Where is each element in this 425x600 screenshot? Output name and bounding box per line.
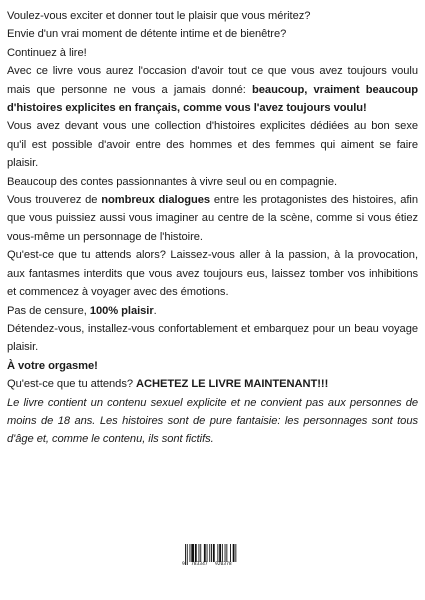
emphasis-pleasure: 100% plaisir: [89, 304, 154, 317]
age-disclaimer: Le livre contient un contenu sexuel explicite et ne convient pas aux personnes de moins de 18 ans. Les histoires sont de pure fantaisie: les personnages sont tous d'âge et, comme le contenu, ils sont fictifs.: [7, 396, 418, 446]
paragraph-no-censorship: Pas de censure, 100% plaisir.: [7, 304, 157, 317]
paragraph-collection: Vous avez devant vous une collection d'histoires explicites dédiées au bon sexe qu'il est possible d'avoir entre des hommes et des femmes qui aiment se faire plaisir.: [7, 120, 418, 170]
paragraph-dialogues: Vous trouverez de nombreux dialogues entre les protagonistes des histoires, afin que vous puissiez aussi vous imaginer au centre de la scène, comme si vous étiez vous-même un personnage de l'histoire.: [7, 194, 418, 243]
barcode-lead-digit: 9: [182, 562, 185, 567]
emphasis-dialogues: nombreux dialogues: [101, 194, 211, 207]
barcode-right-digits: 920378: [215, 562, 232, 567]
emphasis-many-stories: beaucoup, vraiment beaucoup d'histoires explicites en français, comme vous l'avez toujours voulu!: [7, 83, 418, 115]
paragraph-promise: Avec ce livre vous aurez l'occasion d'avoir tout ce que vous avez toujours voulu mais que personne ne vous a jamais donné: beaucoup, vraiment beaucoup d'histoires explicites en français, comme vous l'avez toujours voulu!: [7, 65, 418, 115]
paragraph-relax: Détendez-vous, installez-vous confortablement et embarquez pour un beau voyage plaisir.: [7, 322, 418, 354]
buy-now-text: ACHETEZ LE LIVRE MAINTENANT!!!: [136, 378, 329, 391]
tagline: À votre orgasme!: [7, 359, 98, 372]
intro-question-1: Voulez-vous exciter et donner tout le plaisir que vous méritez?: [7, 10, 311, 22]
call-to-action: Qu'est-ce que tu attends? ACHETEZ LE LIVRE MAINTENANT!!!: [7, 378, 329, 391]
paragraph-passion: Qu'est-ce que tu attends alors? Laissez-vous aller à la passion, à la provocation, aux fantasmes interdits que vous avez toujours eus, laissez tomber vos inhibitions et commencez à voyager avec des émotions.: [7, 249, 418, 299]
isbn-barcode: [181, 543, 239, 569]
intro-question-2: Envie d'un vrai moment de détente intime et de bienêtre?: [7, 28, 287, 41]
continue-reading: Continuez à lire!: [7, 46, 87, 59]
paragraph-tales: Beaucoup des contes passionnantes à vivre seul ou en compagnie.: [7, 175, 338, 188]
back-cover-text: [7, 7, 418, 449]
barcode-left-digits: 783347: [191, 562, 208, 567]
